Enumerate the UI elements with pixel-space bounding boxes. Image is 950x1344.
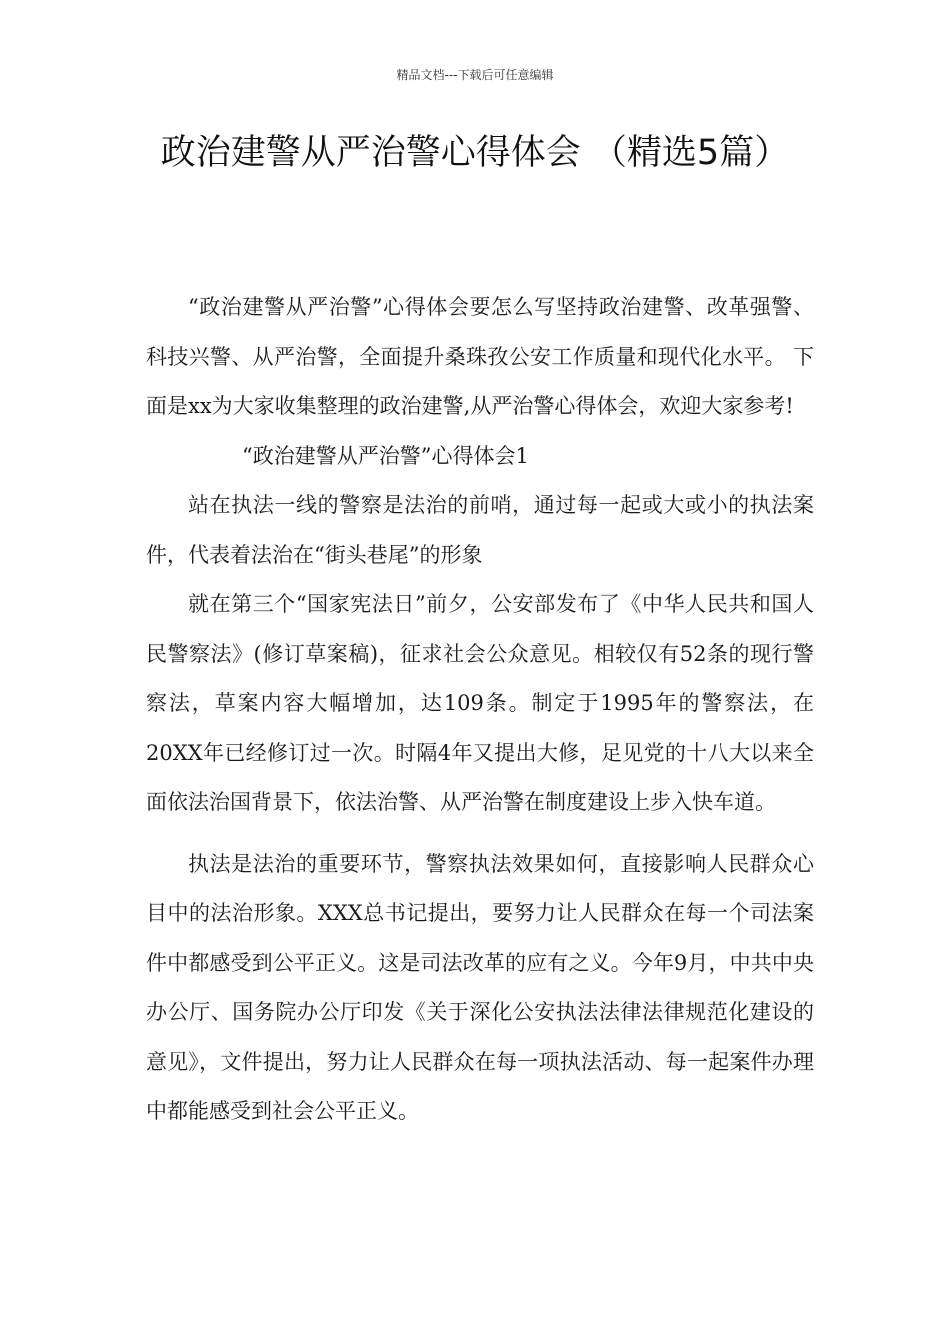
body-paragraph-1: 站在执法一线的警察是法治的前哨，通过每一起或大或小的执法案件，代表着法治在“街头巷尾”的形象 (146, 493, 814, 567)
intro-paragraph: “政治建警从严治警”心得体会要怎么写坚持政治建警、改革强警、科技兴警、从严治警，全面提升桑珠孜公安工作质量和现代化水平。 下面是xx为大家收集整理的政治建警,从严治警心得体会，欢迎大家参考! (146, 295, 814, 418)
document-title: 政治建警从严治警心得体会 （精选5篇） (160, 133, 790, 173)
document-body (146, 283, 814, 1137)
body-paragraph-2: 就在第三个“国家宪法日”前夕，公安部发布了《中华人民共和国人民警察法》(修订草案稿)，征求社会公众意见。相较仅有52条的现行警察法，草案内容大幅增加，达109条。制定于1995年的警察法，在20XX年已经修订过一次。时隔4年又提出大修，足见党的十八大以来全面依法治国背景下，依法治警、从严治警在制度建设上步入快车道。 (146, 592, 814, 814)
section-heading: “政治建警从严治警”心得体会1 (242, 443, 529, 468)
body-paragraph-3: 执法是法治的重要环节，警察执法效果如何，直接影响人民群众心目中的法治形象。XXX总书记提出，要努力让人民群众在每一个司法案件中都感受到公平正义。这是司法改革的应有之义。今年9月，中共中央办公厅、国务院办公厅印发《关于深化公安执法法律法律规范化建设的意见》，文件提出，努力让人民群众在每一项执法活动、每一起案件办理中都能感受到社会公平正义。 (146, 851, 814, 1123)
page-header-note: 精品文档---下载后可任意编辑 (396, 68, 554, 82)
